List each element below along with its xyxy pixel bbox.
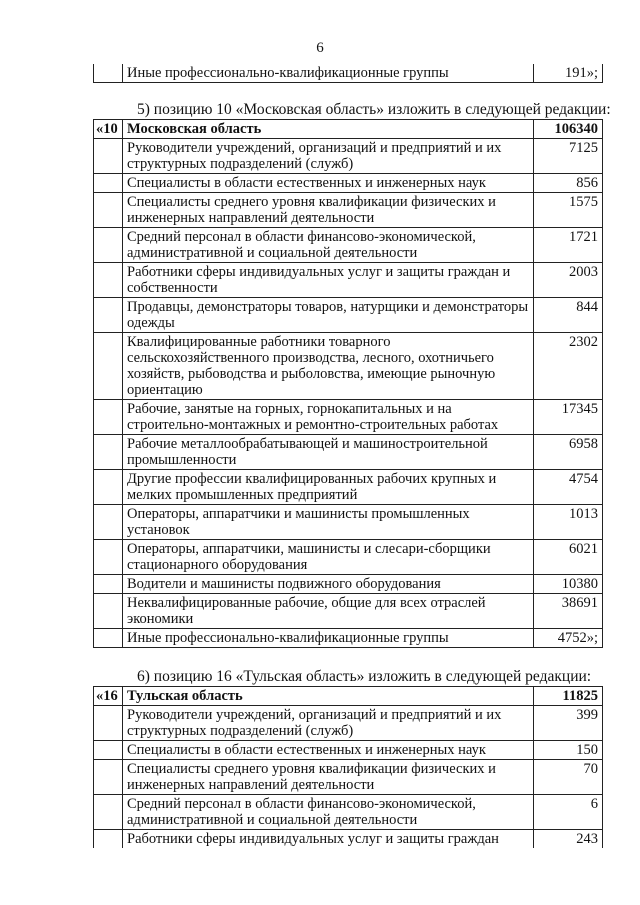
code-cell <box>94 64 123 83</box>
code-cell <box>94 400 123 435</box>
table-header-row <box>94 120 603 139</box>
section-6-intro: 6) позицию 16 «Тульская область» изложить в следующей редакции: <box>137 668 592 685</box>
value-cell: 844 <box>534 298 603 333</box>
value-cell: 856 <box>534 174 603 193</box>
table-row <box>94 540 603 575</box>
table-row <box>94 505 603 540</box>
table-header-row <box>94 687 603 706</box>
value-cell: 399 <box>534 706 603 741</box>
group-name-cell: Работники сферы индивидуальных услуг и защиты граждан и собственности <box>123 263 534 298</box>
group-name-cell: Специалисты в области естественных и инженерных наук <box>123 174 534 193</box>
code-cell <box>94 760 123 795</box>
table-row <box>94 400 603 435</box>
group-name-cell: Средний персонал в области финансово-экономической, административной и социальной деятельности <box>123 795 534 830</box>
region-code: «16 <box>94 687 123 706</box>
table-row <box>94 139 603 174</box>
code-cell <box>94 174 123 193</box>
group-name-cell: Специалисты в области естественных и инженерных наук <box>123 741 534 760</box>
value-cell: 2003 <box>534 263 603 298</box>
table-row <box>94 193 603 228</box>
table-row <box>94 174 603 193</box>
group-name-cell: Специалисты среднего уровня квалификации физических и инженерных направлений деятельности <box>123 193 534 228</box>
value-cell: 4752»; <box>534 629 603 648</box>
table-row <box>94 263 603 298</box>
group-name-cell: Операторы, аппаратчики, машинисты и слесари-сборщики стационарного оборудования <box>123 540 534 575</box>
code-cell <box>94 594 123 629</box>
group-name-cell: Водители и машинисты подвижного оборудования <box>123 575 534 594</box>
group-name-cell: Рабочие металлообрабатывающей и машиностроительной промышленности <box>123 435 534 470</box>
table-row <box>94 435 603 470</box>
value-cell: 17345 <box>534 400 603 435</box>
table-row <box>94 760 603 795</box>
group-name-cell: Средний персонал в области финансово-экономической, административной и социальной деятельности <box>123 228 534 263</box>
code-cell <box>94 795 123 830</box>
table-row <box>94 228 603 263</box>
group-name-cell: Иные профессионально-квалификационные группы <box>123 64 534 83</box>
code-cell <box>94 298 123 333</box>
table-row <box>94 333 603 400</box>
value-cell: 1721 <box>534 228 603 263</box>
group-name-cell: Иные профессионально-квалификационные группы <box>123 629 534 648</box>
table-row <box>94 594 603 629</box>
value-cell: 191»; <box>534 64 603 83</box>
region-code: «10 <box>94 120 123 139</box>
code-cell <box>94 741 123 760</box>
group-name-cell: Специалисты среднего уровня квалификации физических и инженерных направлений деятельности <box>123 760 534 795</box>
section-5-intro: 5) позицию 10 «Московская область» изложить в следующей редакции: <box>137 101 611 118</box>
table-row <box>94 706 603 741</box>
code-cell <box>94 228 123 263</box>
group-name-cell: Другие профессии квалифицированных рабочих крупных и мелких промышленных предприятий <box>123 470 534 505</box>
code-cell <box>94 540 123 575</box>
group-name-cell: Операторы, аппаратчики и машинисты промышленных установок <box>123 505 534 540</box>
region-name: Тульская область <box>123 687 534 706</box>
table-row <box>94 741 603 760</box>
code-cell <box>94 333 123 400</box>
code-cell <box>94 263 123 298</box>
value-cell: 70 <box>534 760 603 795</box>
value-cell: 6958 <box>534 435 603 470</box>
table-row <box>94 64 603 83</box>
group-name-cell: Руководители учреждений, организаций и предприятий и их структурных подразделений (служб) <box>123 706 534 741</box>
value-cell: 2302 <box>534 333 603 400</box>
value-cell: 1013 <box>534 505 603 540</box>
region-total: 106340 <box>534 120 603 139</box>
code-cell <box>94 830 123 849</box>
group-name-cell: Рабочие, занятые на горных, горнокапитальных и на строительно-монтажных и ремонтно-строительных работах <box>123 400 534 435</box>
code-cell <box>94 193 123 228</box>
group-name-cell: Неквалифицированные рабочие, общие для всех отраслей экономики <box>123 594 534 629</box>
continued-table <box>93 64 603 83</box>
value-cell: 7125 <box>534 139 603 174</box>
code-cell <box>94 505 123 540</box>
table-row <box>94 629 603 648</box>
region-name: Московская область <box>123 120 534 139</box>
value-cell: 4754 <box>534 470 603 505</box>
value-cell: 10380 <box>534 575 603 594</box>
group-name-cell: Квалифицированные работники товарного сельскохозяйственного производства, лесного, охотничьего хозяйств, рыбоводства и рыболовства, имеющие рыночную ориентацию <box>123 333 534 400</box>
table-row <box>94 830 603 849</box>
value-cell: 6021 <box>534 540 603 575</box>
code-cell <box>94 139 123 174</box>
table-row <box>94 575 603 594</box>
tula-table <box>93 686 603 848</box>
group-name-cell: Руководители учреждений, организаций и предприятий и их структурных подразделений (служб) <box>123 139 534 174</box>
page-number: 6 <box>316 40 324 56</box>
value-cell: 6 <box>534 795 603 830</box>
table-row <box>94 795 603 830</box>
region-total: 11825 <box>534 687 603 706</box>
table-row <box>94 298 603 333</box>
code-cell <box>94 435 123 470</box>
table-row <box>94 470 603 505</box>
value-cell: 243 <box>534 830 603 849</box>
code-cell <box>94 470 123 505</box>
code-cell <box>94 706 123 741</box>
value-cell: 150 <box>534 741 603 760</box>
group-name-cell: Работники сферы индивидуальных услуг и защиты граждан <box>123 830 534 849</box>
group-name-cell: Продавцы, демонстраторы товаров, натурщики и демонстраторы одежды <box>123 298 534 333</box>
moscow-table <box>93 119 603 648</box>
value-cell: 1575 <box>534 193 603 228</box>
code-cell <box>94 629 123 648</box>
value-cell: 38691 <box>534 594 603 629</box>
code-cell <box>94 575 123 594</box>
